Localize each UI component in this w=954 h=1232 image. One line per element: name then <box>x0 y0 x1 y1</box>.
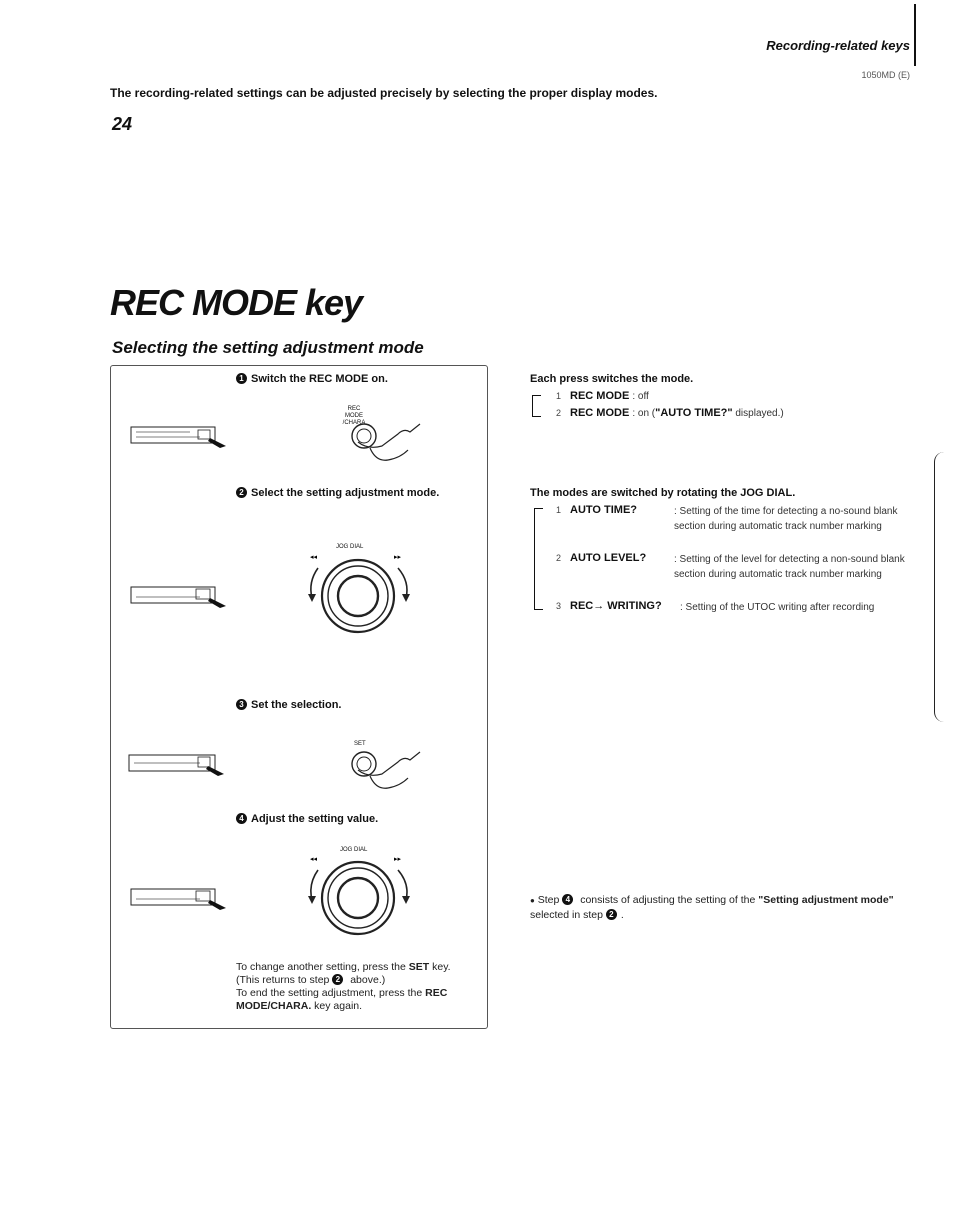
mode-option-2-extra: "AUTO TIME?" <box>655 407 733 419</box>
footer-line-2 <box>236 974 482 987</box>
mode-option-1-name: REC MODE <box>570 390 630 402</box>
set-key-reference: SET <box>408 961 430 973</box>
step-4-label <box>236 813 378 825</box>
section-title: Recording-related keys <box>766 38 910 53</box>
scan-edge-mark <box>934 452 945 722</box>
step-1-text: Switch the REC MODE on. <box>251 373 388 385</box>
step-4-text: Adjust the setting value. <box>251 813 379 825</box>
jog-modes-bracket <box>534 508 543 610</box>
jog-mode-3-name: REC→ WRITING? <box>570 600 662 612</box>
deck-illustration-3 <box>128 752 228 778</box>
jog-dial-label-1: JOG DIAL <box>336 544 364 550</box>
step-3-number: 3 <box>236 699 247 710</box>
step-3-label <box>236 699 341 711</box>
footer-line-1 <box>236 961 482 974</box>
mode-option-2 <box>556 405 784 422</box>
jog-mode-2-name: AUTO LEVEL? <box>570 552 647 564</box>
procedure-box <box>110 365 488 1029</box>
mode-toggle-bracket <box>532 395 541 417</box>
footer-line-2-post: above.) <box>347 974 386 986</box>
jog-dial-icon-2 <box>304 852 416 942</box>
jog-mode-2-desc: : Setting of the level for detecting a non-sound blank section during automatic track number marking <box>674 554 905 580</box>
mode-option-2-extra-post: displayed.) <box>732 408 784 419</box>
step-note-end: . <box>620 909 624 921</box>
svg-text:▸▸: ▸▸ <box>394 855 402 863</box>
footer-line-3-pre: To end the setting adjustment, press the <box>236 987 426 999</box>
step-note-number: 4 <box>562 894 573 905</box>
jog-dial-label-2: JOG DIAL <box>340 847 368 853</box>
step-1-number: 1 <box>236 373 247 384</box>
deck-illustration-4 <box>130 886 230 912</box>
jog-mode-1-name: AUTO TIME? <box>570 504 638 516</box>
step-note-mid: consists of adjusting the setting of the <box>577 894 759 906</box>
footer-line-1-pre: To change another setting, press the <box>236 961 409 973</box>
svg-text:◂◂: ◂◂ <box>310 855 318 863</box>
deck-illustration-2 <box>130 584 230 610</box>
footer-line-2-pre: (This returns to step <box>236 974 333 986</box>
mode-toggle-list <box>556 388 784 422</box>
footer-line-3 <box>236 987 482 1013</box>
model-code: 1050MD (E) <box>861 70 910 80</box>
mode-option-1-value: : off <box>632 391 649 402</box>
footer-line-3-post: key again. <box>311 1000 363 1012</box>
page-title: REC MODE key <box>110 282 363 323</box>
jog-dial-icon-1 <box>304 550 416 640</box>
step-note-pre: Step <box>537 894 563 906</box>
rec-mode-key-label: REC MODE /CHARA <box>342 406 366 426</box>
jog-mode-1-num: 1 <box>556 505 562 515</box>
step-note <box>530 893 910 923</box>
svg-text:◂◂: ◂◂ <box>310 553 318 561</box>
svg-text:▸▸: ▸▸ <box>394 553 402 561</box>
mode-option-1-num: 1 <box>556 391 562 401</box>
deck-illustration-1 <box>130 424 230 450</box>
set-key-label: SET <box>354 741 366 747</box>
bullet-icon: ● <box>530 896 535 905</box>
footer-line-1-post: key. <box>429 961 451 973</box>
mode-option-2-num: 2 <box>556 408 562 418</box>
jog-modes-heading: The modes are switched by rotating the JOG DIAL. <box>530 487 796 499</box>
step-note-bold: "Setting adjustment mode" <box>758 894 894 906</box>
mode-option-1 <box>556 388 784 405</box>
step-4-number: 4 <box>236 813 247 824</box>
step-2-label <box>236 487 439 499</box>
finger-press-icon-1 <box>348 418 426 470</box>
each-press-heading: Each press switches the mode. <box>530 373 694 385</box>
intro-text: The recording-related settings can be adjusted precisely by selecting the proper display modes. <box>110 86 658 100</box>
footer-step-number: 2 <box>332 974 343 985</box>
step-note-number-2: 2 <box>606 909 617 920</box>
jog-mode-3-num: 3 <box>556 601 562 611</box>
header-rule <box>914 4 916 66</box>
page-number: 24 <box>112 114 133 134</box>
jog-mode-2-num: 2 <box>556 553 562 563</box>
step-3-text: Set the selection. <box>251 699 342 711</box>
step-2-text: Select the setting adjustment mode. <box>251 487 440 499</box>
mode-option-2-name: REC MODE <box>570 407 630 419</box>
step-1-label <box>236 373 388 385</box>
section-subtitle: Selecting the setting adjustment mode <box>112 338 424 357</box>
rec-mode-key-reference: REC MODE/CHARA. <box>236 987 448 1012</box>
procedure-footer-note <box>236 961 482 1013</box>
mode-option-2-value: : on ( <box>632 408 656 419</box>
jog-mode-3-desc: : Setting of the UTOC writing after recording <box>680 602 875 613</box>
jog-mode-1-desc: : Setting of the time for detecting a no-sound blank section during automatic track number marking <box>674 506 898 532</box>
step-2-number: 2 <box>236 487 247 498</box>
step-note-post: selected in step <box>530 909 606 921</box>
finger-press-icon-2 <box>348 746 426 798</box>
